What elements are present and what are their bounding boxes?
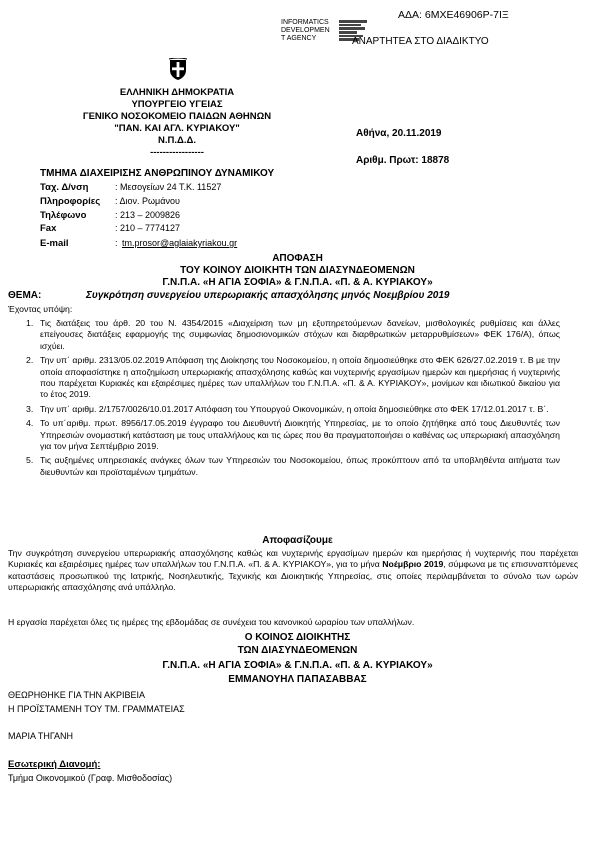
decision-text-b: , σύμφωνα με τις επισυναπτόμενες καταστάσεις προσωπικού της Ιατρικής, Νοσηλευτικής, Τεχνικής και Διοικητικής Υπηρεσίας, στις οποίες περιλαμβάνεται το σύνολο των ωρών υπερωριακής απασχόλησης ανά υπάλληλο. xyxy=(8,559,579,593)
subject-text: Συγκρότηση συνεργείου υπερωριακής απασχόλησης μηνός Νοεμβρίου 2019 xyxy=(86,290,450,301)
republic-line: ΕΛΛΗΝΙΚΗ ΔΗΜΟΚΡΑΤΙΑ xyxy=(119,87,235,98)
distribution-title: Εσωτερική Διανομή: xyxy=(8,759,101,770)
info-line: T AGENCY xyxy=(281,35,317,42)
separator-line: ----------------- xyxy=(150,147,204,158)
certifier-name: ΜΑΡΙΑ ΤΗΓΑΝΗ xyxy=(8,731,73,741)
list-item xyxy=(26,418,560,452)
hospital-name-line: "ΠΑΝ. ΚΑΙ ΑΓΛ. ΚΥΡΙΑΚΟΥ" xyxy=(114,123,240,134)
ada-code: ΑΔΑ: 6ΜΧΕ46906Ρ-7ΙΞ xyxy=(398,9,509,21)
list-number: 2. xyxy=(26,355,34,366)
list-number: 1. xyxy=(26,318,34,328)
fax-label: Fax xyxy=(40,223,57,234)
distribution-item: Τμήμα Οικονομικού (Γραφ. Μισθοδοσίας) xyxy=(8,773,173,783)
address-value: : Μεσογείων 24 Τ.Κ. 11527 xyxy=(115,182,222,192)
certification-role: Η ΠΡΟΪΣΤΑΜΕΝΗ ΤΟΥ ΤΜ. ΓΡΑΜΜΑΤΕΙΑΣ xyxy=(8,704,185,714)
signature-title: Ο ΚΟΙΝΟΣ ΔΙΟΙΚΗΤΗΣ xyxy=(244,632,351,643)
address-label: Ταχ. Δ/νση xyxy=(40,182,89,193)
signature-hospitals: Γ.Ν.Π.Α. «Η ΑΓΙΑ ΣΟΦΙΑ» & Γ.Ν.Π.Α. «Π. & Α. ΚΥΡΙΑΚΟΥ» xyxy=(162,660,433,671)
document-date: Αθήνα, 20.11.2019 xyxy=(356,128,442,139)
decision-paragraph xyxy=(8,548,578,594)
subject-label: ΘΕΜΑ: xyxy=(8,290,42,301)
list-item xyxy=(26,318,560,352)
certification-line: ΘΕΩΡΗΘΗΚΕ ΓΙΑ ΤΗΝ ΑΚΡΙΒΕΙΑ xyxy=(8,690,146,700)
decision-issuer: ΤΟΥ ΚΟΙΝΟΥ ΔΙΟΙΚΗΤΗ ΤΩΝ ΔΙΑΣΥΝΔΕΟΜΕΝΩΝ xyxy=(180,265,415,276)
info-contact-value: : Διον. Ρωμάνου xyxy=(115,196,180,206)
list-number: 4. xyxy=(26,418,34,429)
having-regard-label: Έχοντας υπόψη: xyxy=(8,304,73,314)
list-number: 5. xyxy=(26,455,34,466)
info-line: DEVELOPMEN xyxy=(281,27,330,34)
posted-online-label: ΑΝΑΡΤΗΤΕΑ ΣΤΟ ΔΙΑΔΙΚΤΥΟ xyxy=(352,36,489,47)
email-link[interactable]: tm.prosor@aglaiakyriakou.gr xyxy=(122,238,238,248)
decision-month: Νοέμβριο 2019 xyxy=(382,559,444,570)
fax-value: : 210 – 7774127 xyxy=(115,223,181,233)
department-title: ΤΜΗΜΑ ΔΙΑΧΕΙΡΙΣΗΣ ΑΝΘΡΩΠΙΝΟΥ ΔΥΝΑΜΙΚΟΥ xyxy=(40,168,275,179)
hospital-line: ΓΕΝΙΚΟ ΝΟΣΟΚΟΜΕΙΟ ΠΑΙΔΩΝ ΑΘΗΝΩΝ xyxy=(82,111,272,122)
protocol-number: Αριθμ. Πρωτ: 18878 xyxy=(356,155,450,166)
list-text: Τις αυξημένες υπηρεσιακές ανάγκες όλων των Υπηρεσιών του Νοσοκομείου, όπως προκύπτουν από τα υποβληθέντα αιτήματα των διευθυντών και προϊσταμένων τμημάτων. xyxy=(40,455,560,477)
email-colon: : xyxy=(115,238,118,248)
informatics-agency-label xyxy=(281,19,330,43)
ministry-line: ΥΠΟΥΡΓΕΙΟ ΥΓΕΙΑΣ xyxy=(131,99,223,110)
list-item xyxy=(26,403,560,415)
header-block xyxy=(82,87,272,159)
list-text: Την υπ΄ αριθμ. 2/1757/0026/10.01.2017 Απόφαση του Υπουργού Οικονομικών, η οποία δημοσιεύθηκε στο ΦΕΚ 17/12.01.2017 τ. Β΄. xyxy=(40,403,549,414)
phone-value: : 213 – 2009826 xyxy=(115,210,181,220)
work-paragraph: Η εργασία παρέχεται όλες τις ημέρες της εβδομάδας σε συνέχεια του κανονικού ωραρίου των υπαλλήλων. xyxy=(8,617,415,627)
list-number: 3. xyxy=(26,403,34,414)
signatory-name: ΕΜΜΑΝΟΥΗΛ ΠΑΠΑΣΑΒΒΑΣ xyxy=(228,674,367,685)
phone-label: Τηλέφωνο xyxy=(40,210,87,221)
info-line: INFORMATICS xyxy=(281,19,329,26)
list-text: Τις διατάξεις του άρθ. 20 του Ν. 4354/2015 «Διαχείριση των μη εξυπηρετούμενων δανείων, μισθολογικές ρυθμίσεις και άλλες επείγουσες διατάξεις εφαρμογής της συμφωνίας δημοσιονομικών στόχων και διαρθρωτικών μεταρρυθμίσεων» ΦΕΚ 176/Α), όπως ισχύει. xyxy=(40,318,560,351)
info-contact-label: Πληροφορίες xyxy=(40,196,101,207)
considerations-list xyxy=(26,318,560,481)
greek-emblem-icon xyxy=(168,58,188,81)
signature-subtitle: ΤΩΝ ΔΙΑΣΥΝΔΕΟΜΕΝΩΝ xyxy=(237,645,358,656)
decision-title: ΑΠΟΦΑΣΗ xyxy=(272,253,323,264)
decide-heading: Αποφασίζουμε xyxy=(262,535,333,546)
list-text: Το υπ΄αριθμ. πρωτ. 8956/17.05.2019 έγγραφο του Διευθυντή Διοικητής Υπηρεσίας, με το οποίο ζητήθηκε από τους Διευθυντές των Υπηρεσιών ονομαστική κατάσταση με τους υπαλλήλους και τις ώρες που θα πραγματοποιήσει ο καθένας ως υπερωριακή απασχόληση για τον μήνα Σεπτέμβριο 2019. xyxy=(40,418,560,452)
list-item xyxy=(26,455,560,478)
list-text: Την υπ΄ αριθμ. 2313/05.02.2019 Απόφαση της Διοίκησης του Νοσοκομείου, η οποία δημοσιεύθηκε στο ΦΕΚ 626/27.02.2019 τ. Β με την οποία αποφασίστηκε η αποζημίωση υπερωριακής απασχόλησης καθώς και νυχτερινής εργασίμων ημερών και ημερήσιας ή νυχτερινής που παρέχεται Κυριακές και εξαιρέσιμες ημέρες των υπαλλήλων του Γ.Ν.Π.Α. «Π. & Α. ΚΥΡΙΑΚΟΥ», μονίμων και ιδιωτικού δικαίου για το έτος 2019. xyxy=(40,355,560,400)
decision-text-a: Την συγκρότηση συνεργείου υπερωριακής απασχόλησης καθώς και νυχτερινής εργασίμων ημερών και ημερήσιας ή νυχτερινής που παρέχεται Κυριακές και εξαιρέσιμες ημέρες των υπαλλήλων του Γ.Ν.Π.Α. «Π. & Α. ΚΥΡΙΑΚΟΥ», για το μήνα xyxy=(8,548,578,570)
decision-hospitals: Γ.Ν.Π.Α. «Η ΑΓΙΑ ΣΟΦΙΑ» & Γ.Ν.Π.Α. «Π. & Α. ΚΥΡΙΑΚΟΥ» xyxy=(162,277,433,288)
email-label: E-mail xyxy=(40,238,69,249)
legal-entity-line: Ν.Π.Δ.Δ. xyxy=(158,135,196,146)
list-item xyxy=(26,355,560,401)
